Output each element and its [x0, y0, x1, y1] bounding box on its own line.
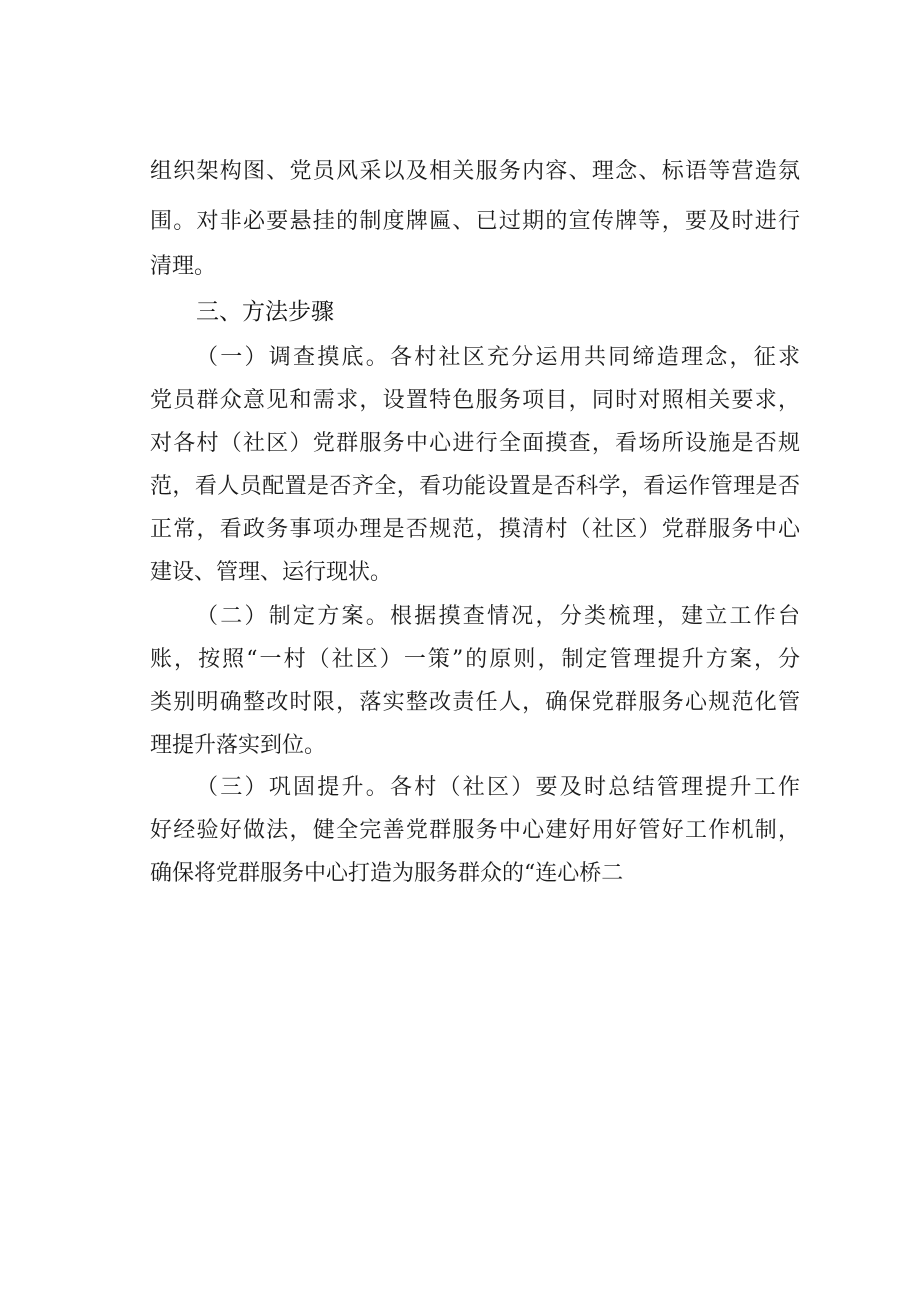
para2-line-3: 类别明确整改时限，落实整改责任人，确保党群服务心规范化管: [150, 690, 800, 715]
para1-line-3: 对各村（社区）党群服务中心进行全面摸查，看场所设施是否规: [150, 431, 800, 456]
para3-line-2: 好经验好做法，健全完善党群服务中心建好用好管好工作机制，: [150, 818, 800, 843]
section-heading: 三、方法步骤: [196, 299, 334, 325]
para1-line-2: 党员群众意见和需求，设置特色服务项目，同时对照相关要求，: [150, 388, 800, 413]
para2-line-1: （二）制定方案。根据摸查情况，分类梳理，建立工作台: [196, 604, 800, 629]
intro-line-1: 组织架构图、党员风采以及相关服务内容、理念、标语等营造氛: [150, 159, 800, 184]
intro-line-2: 围。对非必要悬挂的制度牌匾、已过期的宣传牌等，要及时进行: [150, 209, 800, 234]
para1-line-6: 建设、管理、运行现状。: [150, 560, 393, 585]
para2-line-2: 账，按照“一村（社区）一策”的原则，制定管理提升方案，分: [150, 647, 800, 672]
para1-line-4: 范，看人员配置是否齐全，看功能设置是否科学，看运作管理是否: [150, 474, 800, 499]
para3-line-3: 确保将党群服务中心打造为服务群众的“连心桥二: [150, 861, 624, 886]
para1-line-1: （一）调查摸底。各村社区充分运用共同缔造理念，征求: [196, 345, 800, 370]
intro-line-3: 清理。: [150, 254, 217, 279]
para1-line-5: 正常，看政务事项办理是否规范，摸清村（社区）党群服务中心: [150, 517, 800, 542]
para3-line-1: （三）巩固提升。各村（社区）要及时总结管理提升工作: [196, 775, 800, 800]
para2-line-4: 理提升落实到位。: [150, 733, 327, 758]
